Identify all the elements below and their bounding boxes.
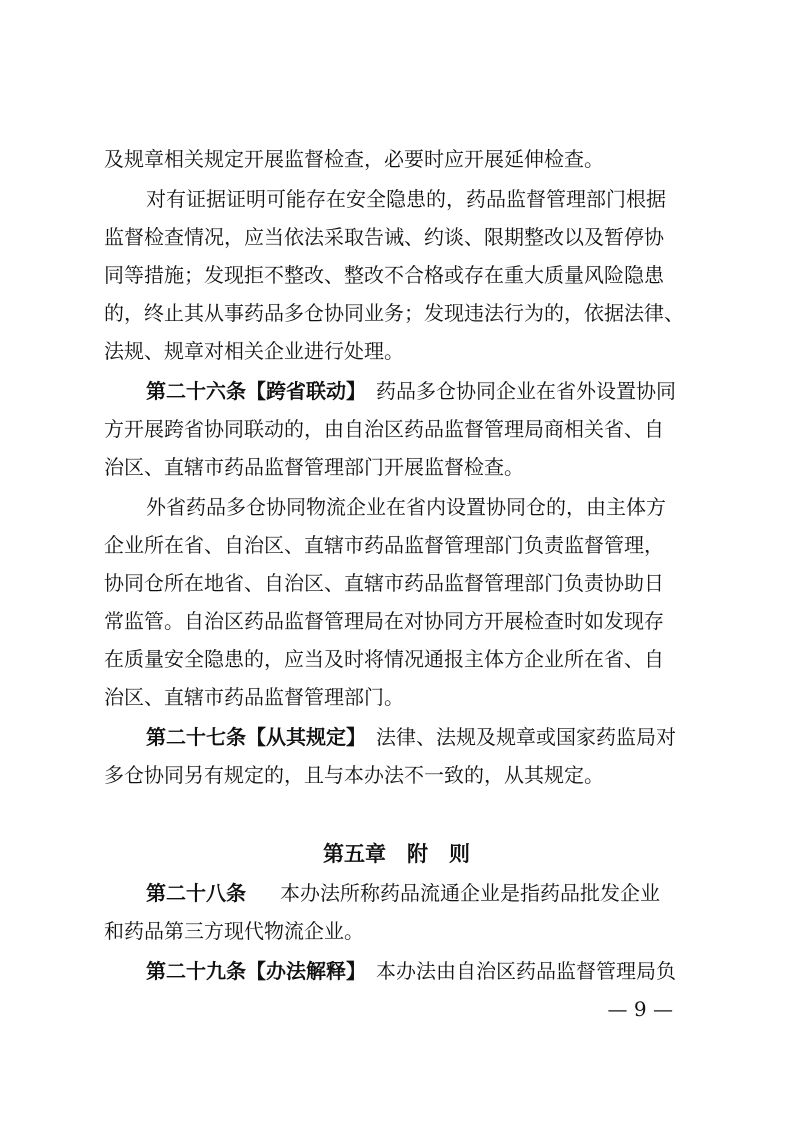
line-text: 本办法所称药品流通企业是指药品批发企业 xyxy=(280,881,660,905)
chapter-heading: 第五章 附 则 xyxy=(323,841,470,866)
line-text: 在质量安全隐患的，应当及时将情况通报主体方企业所在省、自 xyxy=(104,647,664,671)
text-line-17 xyxy=(0,758,793,792)
article-26-line-1 xyxy=(0,374,793,408)
line-text: 企业所在省、自治区、直辖市药品监督管理部门负责监督管理， xyxy=(104,533,664,557)
line-text: 的，终止其从事药品多仓协同业务；发现违法行为的，依据法律、 xyxy=(104,301,684,325)
text-line-8 xyxy=(0,412,793,446)
text-line-1 xyxy=(0,142,793,176)
line-text: 方开展跨省协同联动的，由自治区药品监督管理局商相关省、自 xyxy=(104,417,664,441)
line-text: 法律、法规及规章或国家药监局对 xyxy=(376,725,676,749)
article-27-line-1 xyxy=(0,720,793,754)
line-text: 监督检查情况，应当依法采取告诫、约谈、限期整改以及暂停协 xyxy=(104,225,664,249)
article-28-title: 第二十八条 xyxy=(146,881,246,905)
text-line-9 xyxy=(0,450,793,484)
article-29-line-1 xyxy=(0,954,793,988)
page-number: — 9 — xyxy=(607,997,673,1021)
line-text: 常监管。自治区药品监督管理局在对协同方开展检查时如发现存 xyxy=(104,609,664,633)
line-text: 对有证据证明可能存在安全隐患的，药品监督管理部门根据 xyxy=(146,187,666,211)
text-line-5 xyxy=(0,296,793,330)
text-line-13 xyxy=(0,604,793,638)
text-line-14 xyxy=(0,642,793,676)
text-line-15 xyxy=(0,680,793,714)
text-line-11 xyxy=(0,528,793,562)
line-text: 治区、直辖市药品监督管理部门。 xyxy=(104,685,404,709)
article-27-title: 第二十七条【从其规定】 xyxy=(146,725,366,749)
line-text: 药品多仓协同企业在省外设置协同 xyxy=(376,379,676,403)
line-text: 法规、规章对相关企业进行处理。 xyxy=(104,339,404,363)
text-line-19 xyxy=(0,914,793,948)
line-text: 多仓协同另有规定的，且与本办法不一致的，从其规定。 xyxy=(104,763,604,787)
text-line-6 xyxy=(0,334,793,368)
line-text: 外省药品多仓协同物流企业在省内设置协同仓的，由主体方 xyxy=(146,495,666,519)
text-line-2 xyxy=(0,182,793,216)
line-text: 和药品第三方现代物流企业。 xyxy=(104,919,364,943)
line-text: 同等措施；发现拒不整改、整改不合格或存在重大质量风险隐患 xyxy=(104,263,664,287)
line-text: 协同仓所在地省、自治区、直辖市药品监督管理部门负责协助日 xyxy=(104,571,664,595)
line-text: 治区、直辖市药品监督管理部门开展监督检查。 xyxy=(104,455,524,479)
article-29-title: 第二十九条【办法解释】 xyxy=(146,959,366,983)
line-text: 本办法由自治区药品监督管理局负 xyxy=(376,959,676,983)
line-text: 及规章相关规定开展监督检查，必要时应开展延伸检查。 xyxy=(104,147,604,171)
text-line-3 xyxy=(0,220,793,254)
text-line-12 xyxy=(0,566,793,600)
article-26-title: 第二十六条【跨省联动】 xyxy=(146,379,366,403)
text-line-10 xyxy=(0,490,793,524)
article-28-line-1 xyxy=(0,876,793,910)
text-line-4 xyxy=(0,258,793,292)
